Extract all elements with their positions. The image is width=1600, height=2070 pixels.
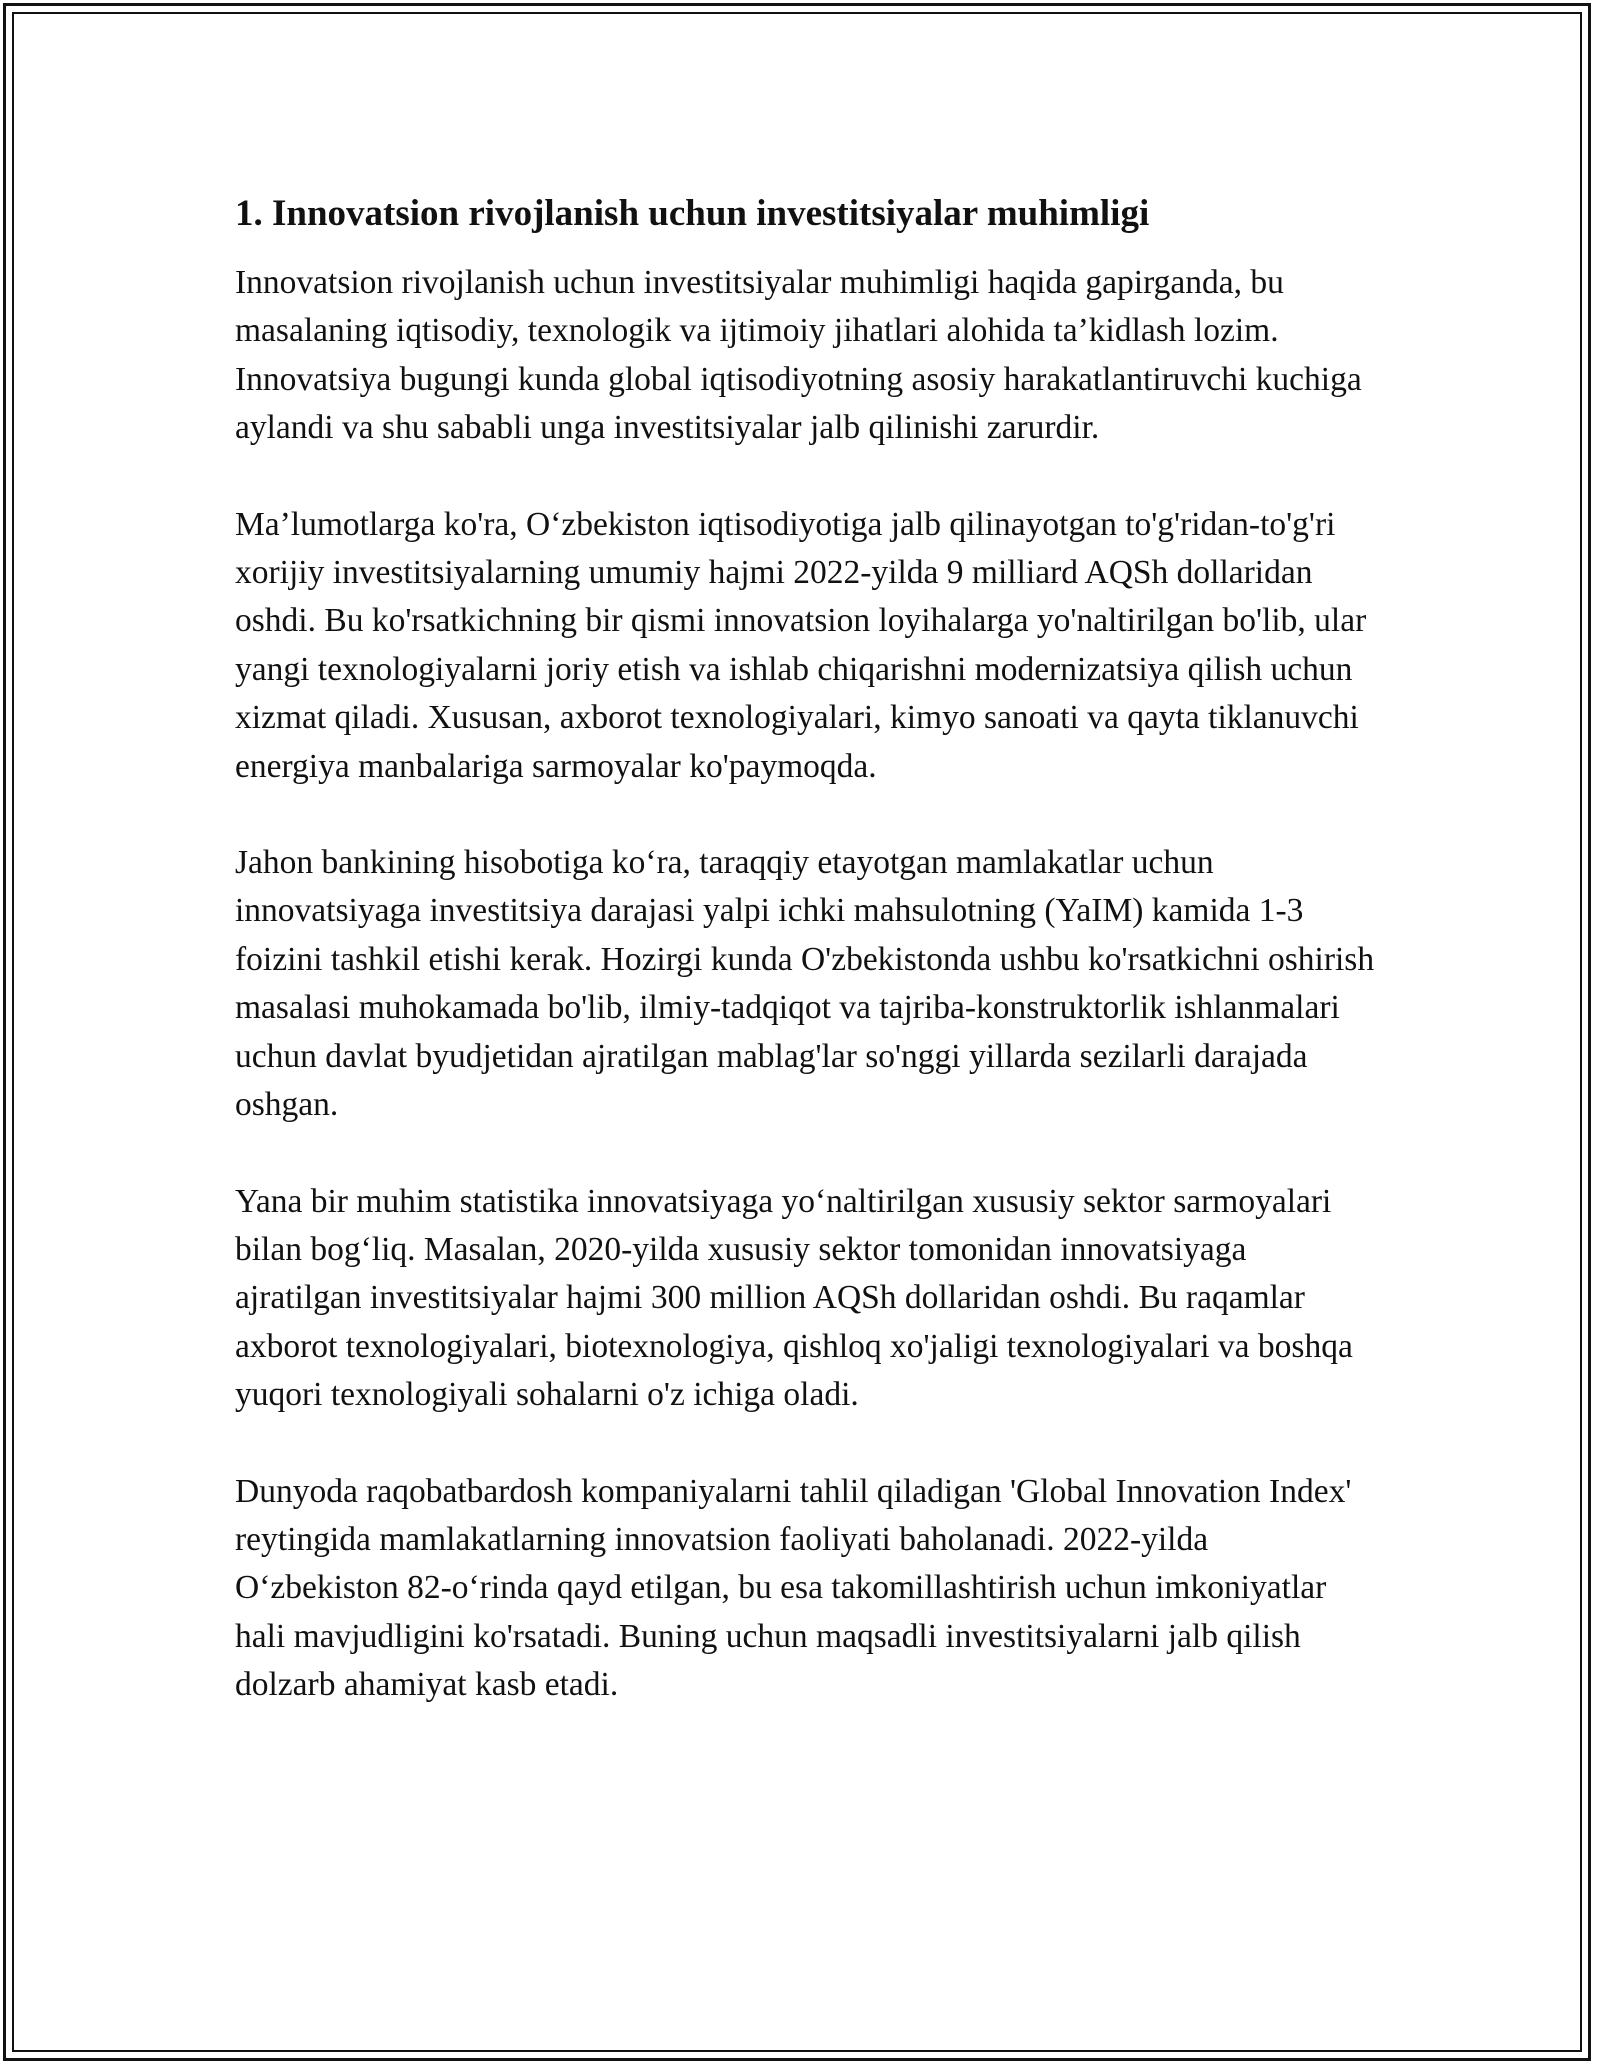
paragraph-foreign-investment: Ma’lumotlarga ko'ra, O‘zbekiston iqtisodiyotiga jalb qilinayotgan to'g'ridan-to'g'ri xorijiy investitsiyalarning umumiy hajmi 2022-yilda 9 milliard AQSh dollaridan oshdi. Bu ko'rsatkichning bir qismi innovatsion loyihalarga yo'naltirilgan bo'lib, ular yangi texnologiyalarni joriy etish va ishlab chiqarishni modernizatsiya qilish uchun xizmat qiladi. Xususan, axborot texnologiyalari, kimyo sanoati va qayta tiklanuvchi energiya manbalariga sarmoyalar ko'paymoqda. <box>235 505 1367 785</box>
paragraph-innovation-importance: Innovatsion rivojlanish uchun investitsiyalar muhimligi haqida gapirganda, bu masalaning iqtisodiy, texnologik va ijtimoiy jihatlari alohida ta’kidlash lozim. Innovatsiya bugungi kunda global iqtisodiyotning asosiy harakatlantiruvchi kuchiga aylandi va shu sababli unga investitsiyalar jalb qilinishi zarurdir. <box>235 264 1362 447</box>
paragraph-global-innovation-index: Dunyoda raqobatbardosh kompaniyalarni tahlil qiladigan 'Global Innovation Index' reytingida mamlakatlarning innovatsion faoliyati baholanadi. 2022-yilda O‘zbekiston 82-o‘rinda qayd etilgan, bu esa takomillashtirish uchun imkoniyatlar hali mavjudligini ko'rsatadi. Buning uchun maqsadli investitsiyalarni jalb qilish dolzarb ahamiyat kasb etadi. <box>235 1472 1352 1704</box>
section-heading: 1. Innovatsion rivojlanish uchun investitsiyalar muhimligi <box>235 193 1150 234</box>
paragraph-world-bank: Jahon bankining hisobotiga ko‘ra, taraqqiy etayotgan mamlakatlar uchun innovatsiyaga investitsiya darajasi yalpi ichki mahsulotning (YaIM) kamida 1-3 foizini tashkil etishi kerak. Hozirgi kunda O'zbekistonda ushbu ko'rsatkichni oshirish masalasi muhokamada bo'lib, ilmiy-tadqiqot va tajriba-konstruktorlik ishlanmalari uchun davlat byudjetidan ajratilgan mablag'lar so'nggi yillarda sezilarli darajada oshgan. <box>235 844 1375 1124</box>
paragraph-private-sector: Yana bir muhim statistika innovatsiyaga yo‘naltirilgan xususiy sektor sarmoyalari bilan bog‘liq. Masalan, 2020-yilda xususiy sektor tomonidan innovatsiyaga ajratilgan investitsiyalar hajmi 300 million AQSh dollaridan oshdi. Bu raqamlar axborot texnologiyalari, biotexnologiya, qishloq xo'jaligi texnologiyalari va boshqa yuqori texnologiyali sohalarni o'z ichiga oladi. <box>235 1182 1353 1414</box>
document-body <box>235 186 1375 1710</box>
